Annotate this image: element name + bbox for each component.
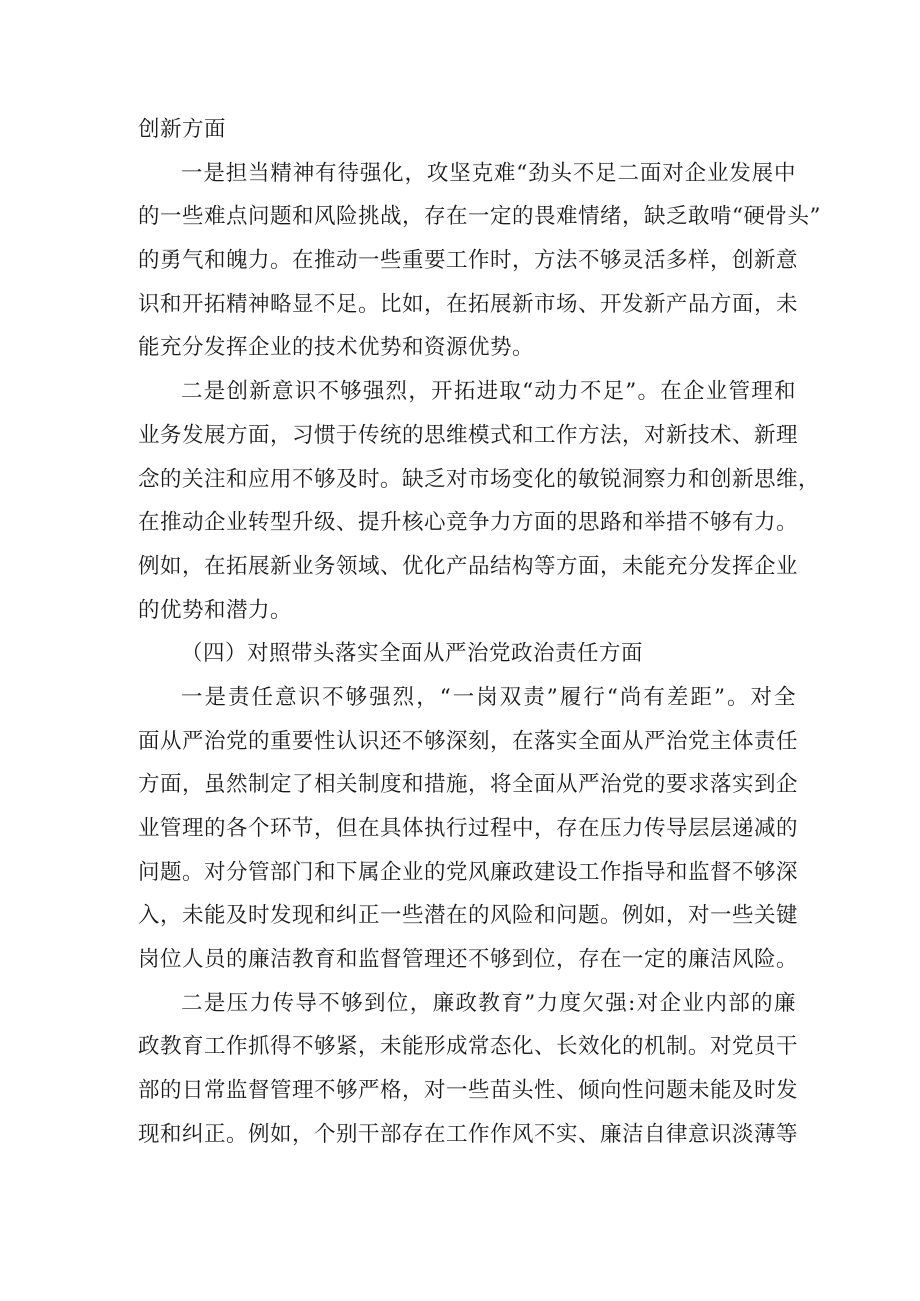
text-line: 面从严治党的重要性认识还不够深刻，在落实全面从严治党主体责任 bbox=[138, 728, 799, 754]
text-line: 能充分发挥企业的技术优势和资源优势。 bbox=[138, 335, 535, 361]
text-line: 的勇气和魄力。在推动一些重要工作时，方法不够灵活多样，创新意 bbox=[138, 248, 799, 274]
text-line: 在推动企业转型升级、提升核心竞争力方面的思路和举措不够有力。 bbox=[138, 510, 799, 536]
section-heading: （四）对照带头落实全面从严治党政治责任方面 bbox=[181, 641, 644, 667]
text-line: 创新方面 bbox=[138, 117, 227, 142]
text-line: 问题。对分管部门和下属企业的党风廉政建设工作指导和监督不够深 bbox=[138, 859, 799, 885]
text-line: 念的关注和应用不够及时。缺乏对市场变化的敏锐洞察力和创新思维， bbox=[138, 466, 821, 492]
text-line: 现和纠正。例如，个别干部存在工作作风不实、廉洁自律意识淡薄等 bbox=[138, 1121, 799, 1147]
text-line: 识和开拓精神略显不足。比如，在拓展新市场、开发新产品方面，未 bbox=[138, 291, 799, 317]
text-line: 政教育工作抓得不够紧，未能形成常态化、长效化的机制。对党员干 bbox=[138, 1034, 799, 1060]
document-body bbox=[138, 108, 821, 1157]
text-line: 业务发展方面，习惯于传统的思维模式和工作方法，对新技术、新理 bbox=[138, 422, 799, 448]
text-line: 岗位人员的廉洁教育和监督管理还不够到位，存在一定的廉洁风险。 bbox=[138, 947, 799, 973]
text-line: 业管理的各个环节，但在具体执行过程中，存在压力传导层层递减的 bbox=[138, 816, 799, 841]
text-line: 的一些难点问题和风险挑战，存在一定的畏难情绪，缺乏敢啃“硬骨头” bbox=[138, 204, 821, 230]
text-line: 方面，虽然制定了相关制度和措施，将全面从严治党的要求落实到企 bbox=[138, 772, 799, 798]
text-line: 一是担当精神有待强化，攻坚克难“劲头不足二面对企业发展中 bbox=[181, 160, 796, 186]
text-line: 入，未能及时发现和纠正一些潜在的风险和问题。例如，对一些关键 bbox=[138, 903, 799, 929]
text-line: 一是责任意识不够强烈，“一岗双责”履行“尚有差距”。对全 bbox=[181, 684, 796, 710]
text-line: 二是压力传导不够到位，廉政教育”力度欠强:对企业内部的廉 bbox=[181, 990, 796, 1016]
text-line: 的优势和潜力。 bbox=[138, 597, 293, 623]
text-line: 例如，在拓展新业务领域、优化产品结构等方面，未能充分发挥企业 bbox=[138, 553, 799, 579]
text-line: 二是创新意识不够强烈，开拓进取“动力不足”。在企业管理和 bbox=[181, 379, 796, 405]
text-line: 部的日常监督管理不够严格，对一些苗头性、倾向性问题未能及时发 bbox=[138, 1078, 799, 1104]
